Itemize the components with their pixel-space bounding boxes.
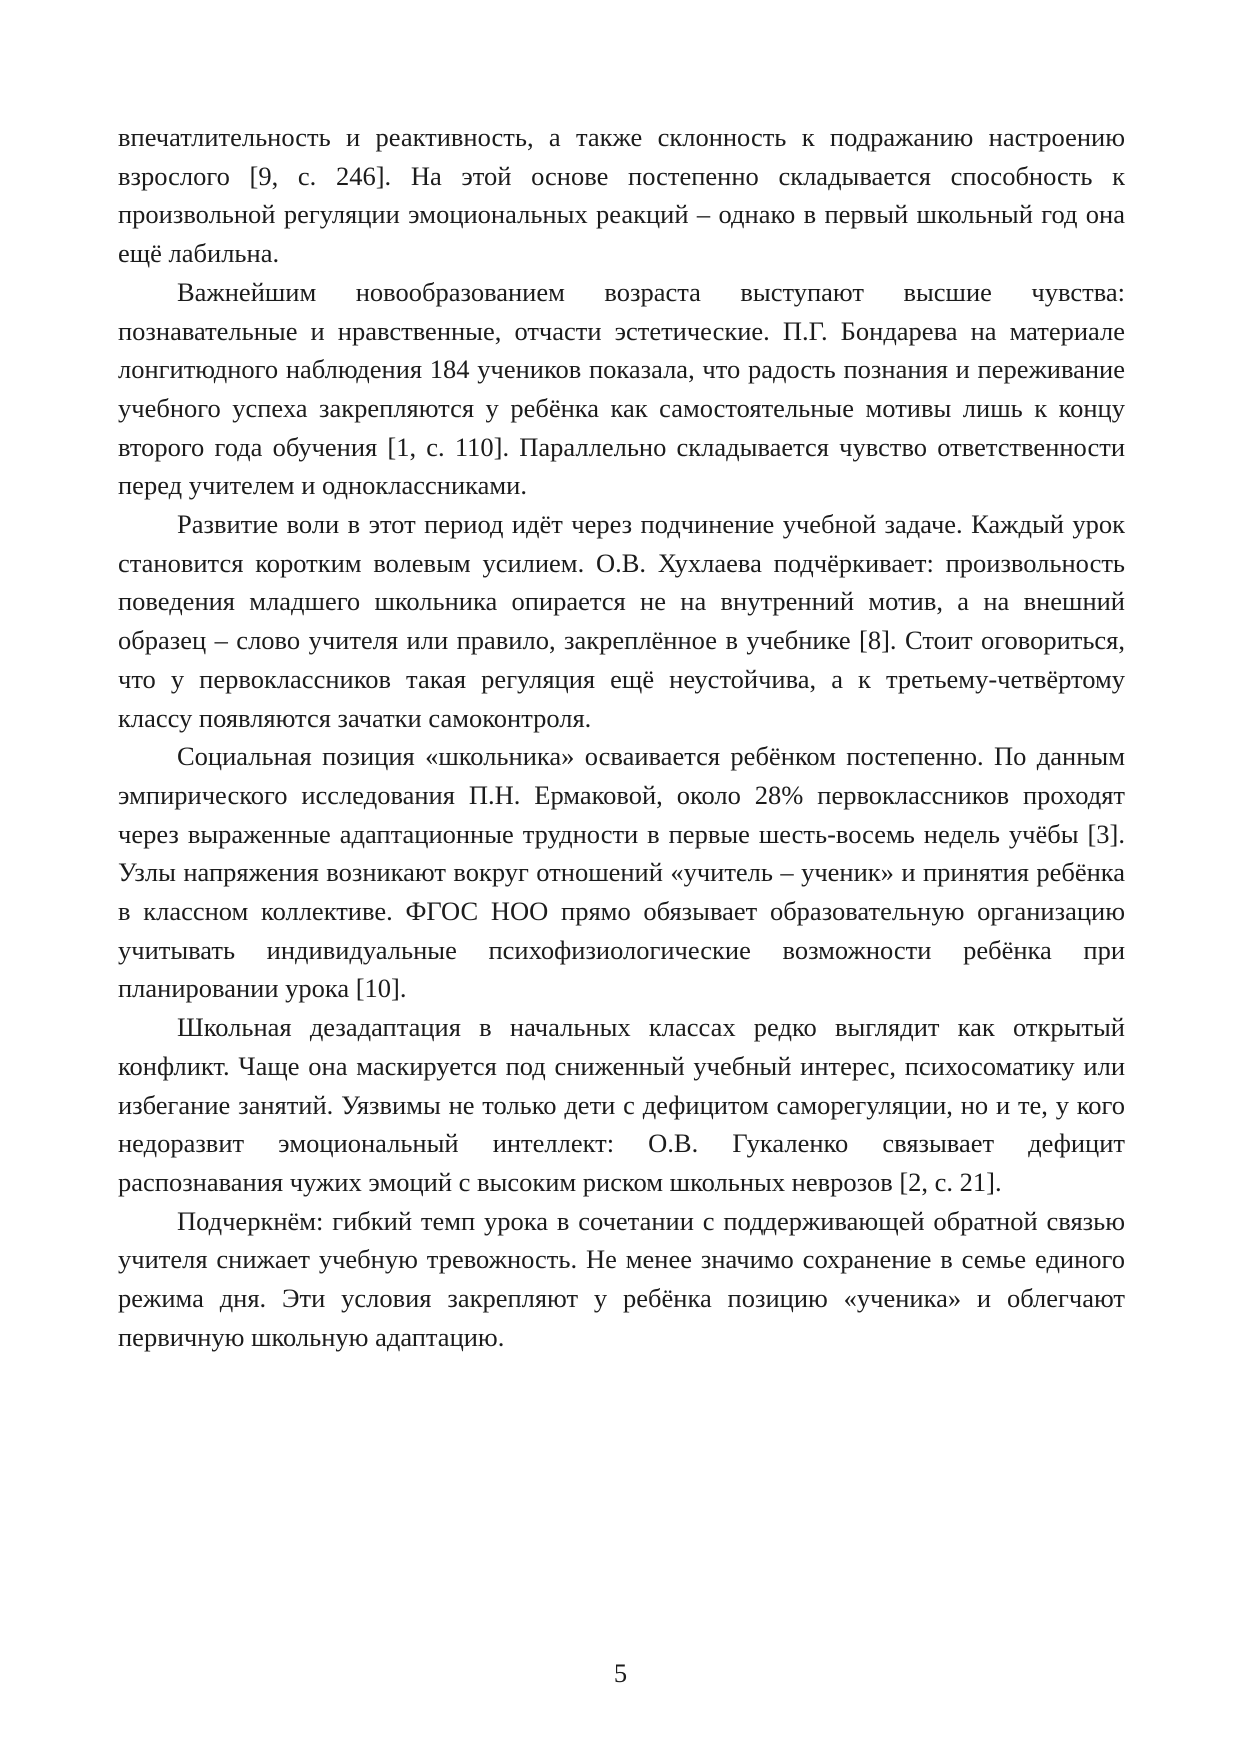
paragraph-3: Развитие воли в этот период идёт через подчинение учебной задаче. Каждый урок становится коротким волевым усилием. О.В. Хухлаева подчёркивает: произвольность поведения младшего школьника опирается не на внутренний мотив, а на внешний образец – слово учителя или правило, закреплённое в учебнике [8]. Стоит оговориться, что у первоклассников такая регуляция ещё неустойчива, а к третьему-четвёртому классу появляются зачатки самоконтроля. bbox=[118, 509, 1125, 733]
page-number: 5 bbox=[613, 1658, 628, 1688]
paragraph-5: Школьная дезадаптация в начальных классах редко выглядит как открытый конфликт. Чаще она маскируется под сниженный учебный интерес, психосоматику или избегание занятий. Уязвимы не только дети с дефицитом саморегуляции, но и те, у кого недоразвит эмоциональный интеллект: О.В. Гукаленко связывает дефицит распознавания чужих эмоций с высоким риском школьных неврозов [2, с. 21]. bbox=[118, 1012, 1125, 1197]
body-text bbox=[118, 118, 1125, 1357]
paragraph-6: Подчеркнём: гибкий темп урока в сочетании с поддерживающей обратной связью учителя снижает учебную тревожность. Не менее значимо сохранение в семье единого режима дня. Эти условия закрепляют у ребёнка позицию «ученика» и облегчают первичную школьную адаптацию. bbox=[118, 1205, 1125, 1352]
paragraph-4: Социальная позиция «школьника» осваивается ребёнком постепенно. По данным эмпирического исследования П.Н. Ермаковой, около 28% первоклассников проходят через выраженные адаптационные трудности в первые шесть-восемь недель учёбы [3]. Узлы напряжения возникают вокруг отношений «учитель – ученик» и принятия ребёнка в классном коллективе. ФГОС НОО прямо обязывает образовательную организацию учитывать индивидуальные психофизиологические возможности ребёнка при планировании урока [10]. bbox=[118, 741, 1125, 1004]
paragraph-1: впечатлительность и реактивность, а также склонность к подражанию настроению взрослого [9, с. 246]. На этой основе постепенно складывается способность к произвольной регуляции эмоциональных реакций – однако в первый школьный год она ещё лабильна. bbox=[118, 122, 1125, 269]
paragraph-2: Важнейшим новообразованием возраста выступают высшие чувства: познавательные и нравственные, отчасти эстетические. П.Г. Бондарева на материале лонгитюдного наблюдения 184 учеников показала, что радость познания и переживание учебного успеха закрепляются у ребёнка как самостоятельные мотивы лишь к концу второго года обучения [1, с. 110]. Параллельно складывается чувство ответственности перед учителем и одноклассниками. bbox=[118, 276, 1125, 501]
